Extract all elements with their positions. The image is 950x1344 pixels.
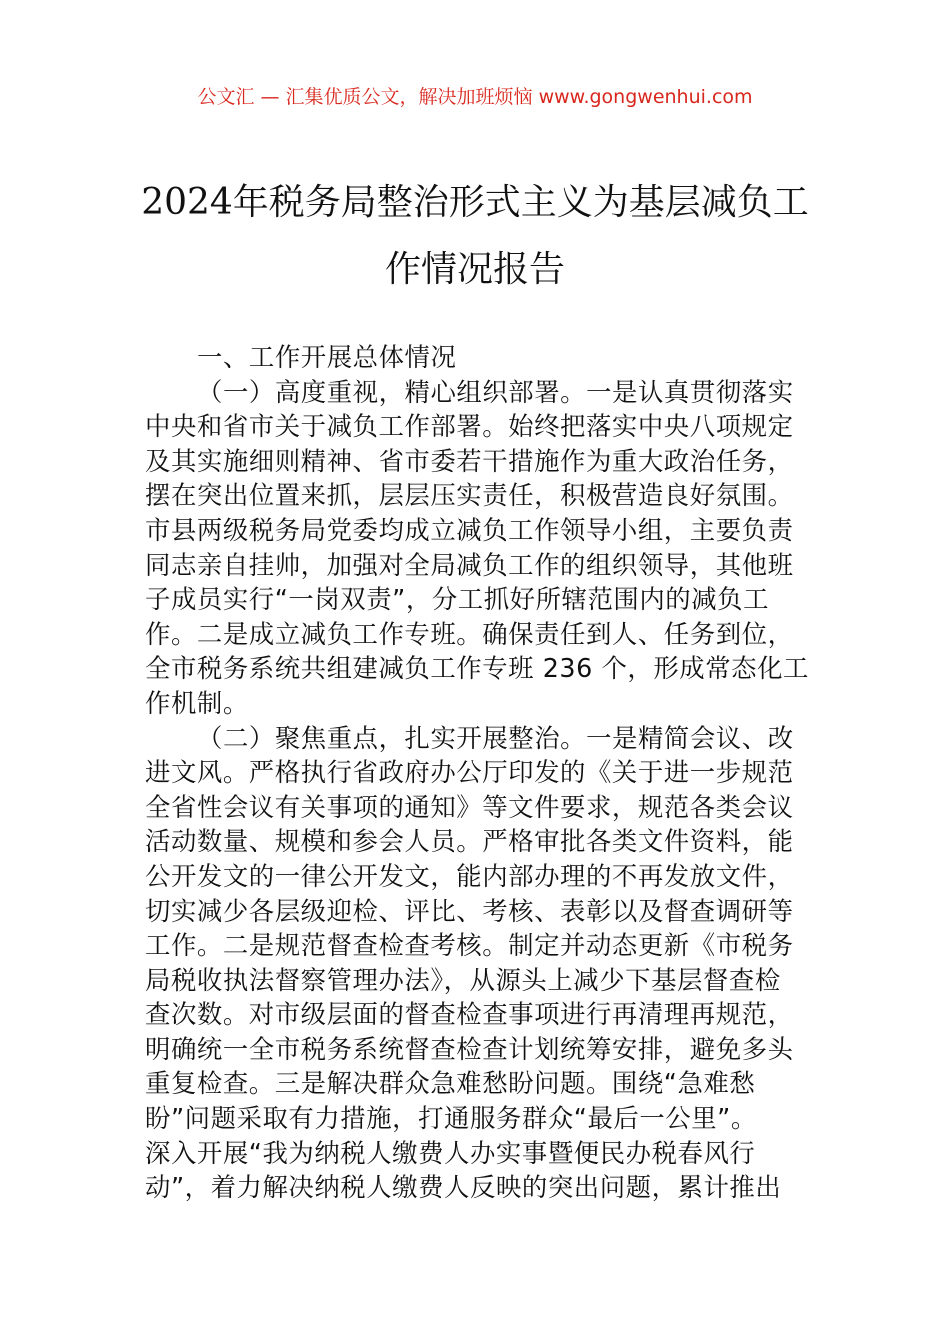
paragraph-line: 作机制。 — [145, 687, 249, 718]
paragraph-line: 全市税务系统共组建减负工作专班 236 个，形成常态化工 — [145, 653, 809, 684]
paragraph-line: 查次数。对市级层面的督查检查事项进行再清理再规范， — [145, 999, 794, 1030]
paragraph-line: 工作。二是规范督查检查考核。制定并动态更新《市税务 — [145, 930, 794, 961]
paragraph-line: 及其实施细则精神、省市委若干措施作为重大政治任务， — [145, 445, 794, 476]
paragraph-line: 深入开展“我为纳税人缴费人办实事暨便民办税春风行 — [145, 1137, 756, 1168]
paragraph-line: 一、工作开展总体情况 — [197, 342, 457, 372]
paragraph-line: 明确统一全市税务系统督查检查计划统筹安排，避免多头 — [145, 1033, 794, 1064]
paragraph-line: 子成员实行“一岗双责”，分工抓好所辖范围内的减负工 — [145, 584, 770, 615]
paragraph-line: 公开发文的一律公开发文，能内部办理的不再发放文件， — [145, 860, 794, 891]
watermark-header: 公文汇 — 汇集优质公文，解决加班烦恼 www.gongwenhui.com — [197, 86, 753, 108]
paragraph-line: 全省性会议有关事项的通知》等文件要求，规范各类会议 — [145, 791, 794, 822]
paragraph-line: （一）高度重视，精心组织部署。一是认真贯彻落实 — [197, 376, 794, 407]
paragraph-line: 中央和省市关于减负工作部署。始终把落实中央八项规定 — [145, 411, 794, 442]
paragraph-line: 局税收执法督察管理办法》，从源头上减少下基层督查检 — [145, 964, 781, 995]
paragraph-line: 重复检查。三是解决群众急难愁盼问题。围绕“急难愁 — [145, 1068, 756, 1099]
document-title-line-2: 作情况报告 — [384, 249, 565, 290]
paragraph-line: 作。二是成立减负工作专班。确保责任到人、任务到位， — [145, 618, 794, 649]
document-body — [145, 340, 809, 1205]
paragraph-line: （二）聚焦重点，扎实开展整治。一是精简会议、改 — [197, 722, 794, 753]
paragraph-line: 切实减少各层级迎检、评比、考核、表彰以及督查调研等 — [145, 895, 794, 926]
paragraph-line: 进文风。严格执行省政府办公厅印发的《关于进一步规范 — [145, 757, 794, 788]
paragraph-line: 盼”问题采取有力措施，打通服务群众“最后一公里”。 — [145, 1103, 757, 1134]
paragraph-line: 活动数量、规模和参会人员。严格审批各类文件资料，能 — [145, 826, 794, 857]
paragraph-line: 市县两级税务局党委均成立减负工作领导小组，主要负责 — [145, 514, 794, 545]
paragraph-line: 动”，着力解决纳税人缴费人反映的突出问题，累计推出 — [145, 1172, 782, 1203]
document-title-line-1: 2024年税务局整治形式主义为基层减负工 — [141, 182, 809, 223]
paragraph-line: 同志亲自挂帅，加强对全局减负工作的组织领导，其他班 — [145, 549, 794, 580]
paragraph-line: 摆在突出位置来抓，层层压实责任，积极营造良好氛围。 — [145, 480, 794, 511]
